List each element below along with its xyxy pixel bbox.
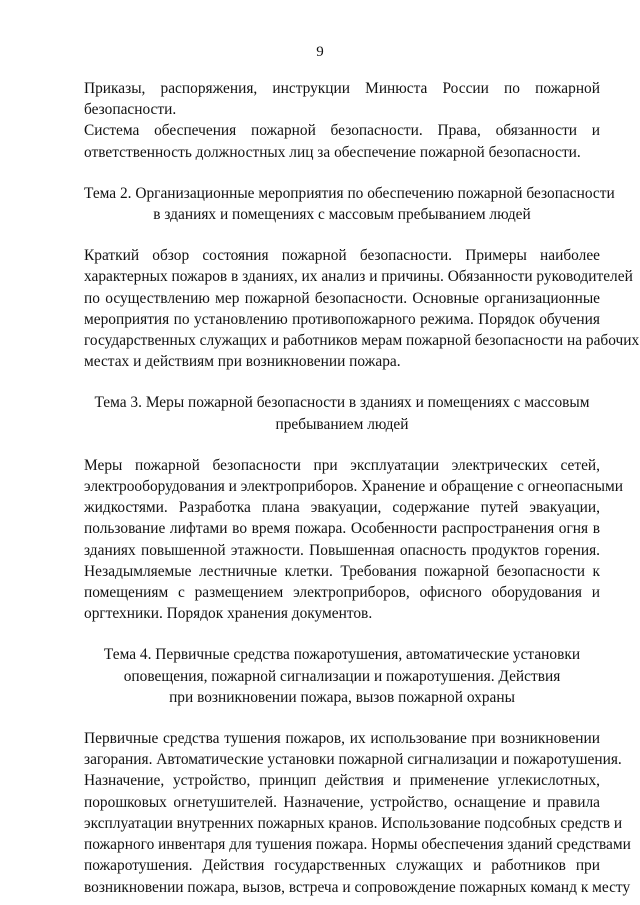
paragraph-topic-3-body [84,455,623,625]
text-line: ответственность должностных лиц за обеспечение пожарной безопасности. [84,143,581,161]
text-line: электрооборудования и электроприборов. Хранение и обращение с огнеопасными [84,478,623,496]
text-line: безопасности. [84,101,177,119]
document-body [84,78,640,898]
text-line-content: Приказы, распоряжения, инструкции Минюста России по пожарной [84,80,600,97]
heading-line: при возникновении пожара, вызов пожарной охраны [169,688,515,706]
text-line: помещениям с размещением электроприборов, офисного оборудования и [84,584,600,602]
heading-line: в зданиях и помещениях с массовым пребыванием людей [153,206,531,224]
paragraph-system [84,120,600,162]
text-line: Система обеспечения пожарной безопасности. Права, обязанности и [84,122,600,140]
text-line: оргтехники. Порядок хранения документов. [84,605,373,623]
heading-line: пребыванием людей [275,415,409,433]
text-line: Меры пожарной безопасности при эксплуатации электрических сетей, [84,456,600,474]
heading-line: Тема 4. Первичные средства пожаротушения, автоматические установки [103,646,581,664]
paragraph-orders [84,78,600,120]
page-number: 9 [316,44,324,60]
section-heading-topic-3 [84,392,600,434]
text-line: по осуществлению мер пожарной безопасности. Основные организационные [84,289,600,307]
heading-line: Тема 3. Меры пожарной безопасности в зданиях и помещениях с массовым [94,394,590,412]
section-heading-topic-2 [84,183,615,225]
text-line [84,78,600,99]
text-line: местах и действиям при возникновении пожара. [84,353,401,371]
text-line: Назначение, устройство, принцип действия и применение углекислотных, [84,772,600,790]
text-line: пожарного инвентаря для тушения пожара. Нормы обеспечения зданий средствами [84,836,631,854]
paragraph-topic-2-body [84,245,640,372]
text-line: зданиях повышенной этажности. Повышенная опасность продуктов горения. [84,541,600,559]
text-line: порошковых огнетушителей. Назначение, устройство, оснащение и правила [84,793,600,811]
text-line: возникновении пожара, вызов, встреча и сопровождение пожарных команд к месту [84,878,631,896]
section-heading-topic-4 [84,644,600,708]
paragraph-topic-4-body [84,728,631,898]
text-line: мероприятия по установлению противопожарного режима. Порядок обучения [84,310,600,328]
text-line: пожаротушения. Действия государственных служащих и работников при [84,857,600,875]
text-line: Незадымляемые лестничные клетки. Требования пожарной безопасности к [84,562,600,580]
text-line: эксплуатации внутренних пожарных кранов. Использование подсобных средств и [84,814,623,832]
text-line: загорания. Автоматические установки пожарной сигнализации и пожаротушения. [84,751,622,769]
text-line: пользование лифтами во время пожара. Особенности распространения огня в [84,520,600,538]
text-line: жидкостями. Разработка плана эвакуации, содержание путей эвакуации, [84,499,600,517]
text-line: государственных служащих и работников мерам пожарной безопасности на рабочих [84,332,640,350]
text-line: характерных пожаров в зданиях, их анализ и причины. Обязанности руководителей [84,268,633,286]
heading-line: Тема 2. Организационные мероприятия по обеспечению пожарной безопасности [84,184,615,202]
heading-line: оповещения, пожарной сигнализации и пожаротушения. Действия [123,667,561,685]
text-line: Краткий обзор состояния пожарной безопасности. Примеры наиболее [84,247,600,265]
text-line: Первичные средства тушения пожаров, их использование при возникновении [84,730,600,748]
